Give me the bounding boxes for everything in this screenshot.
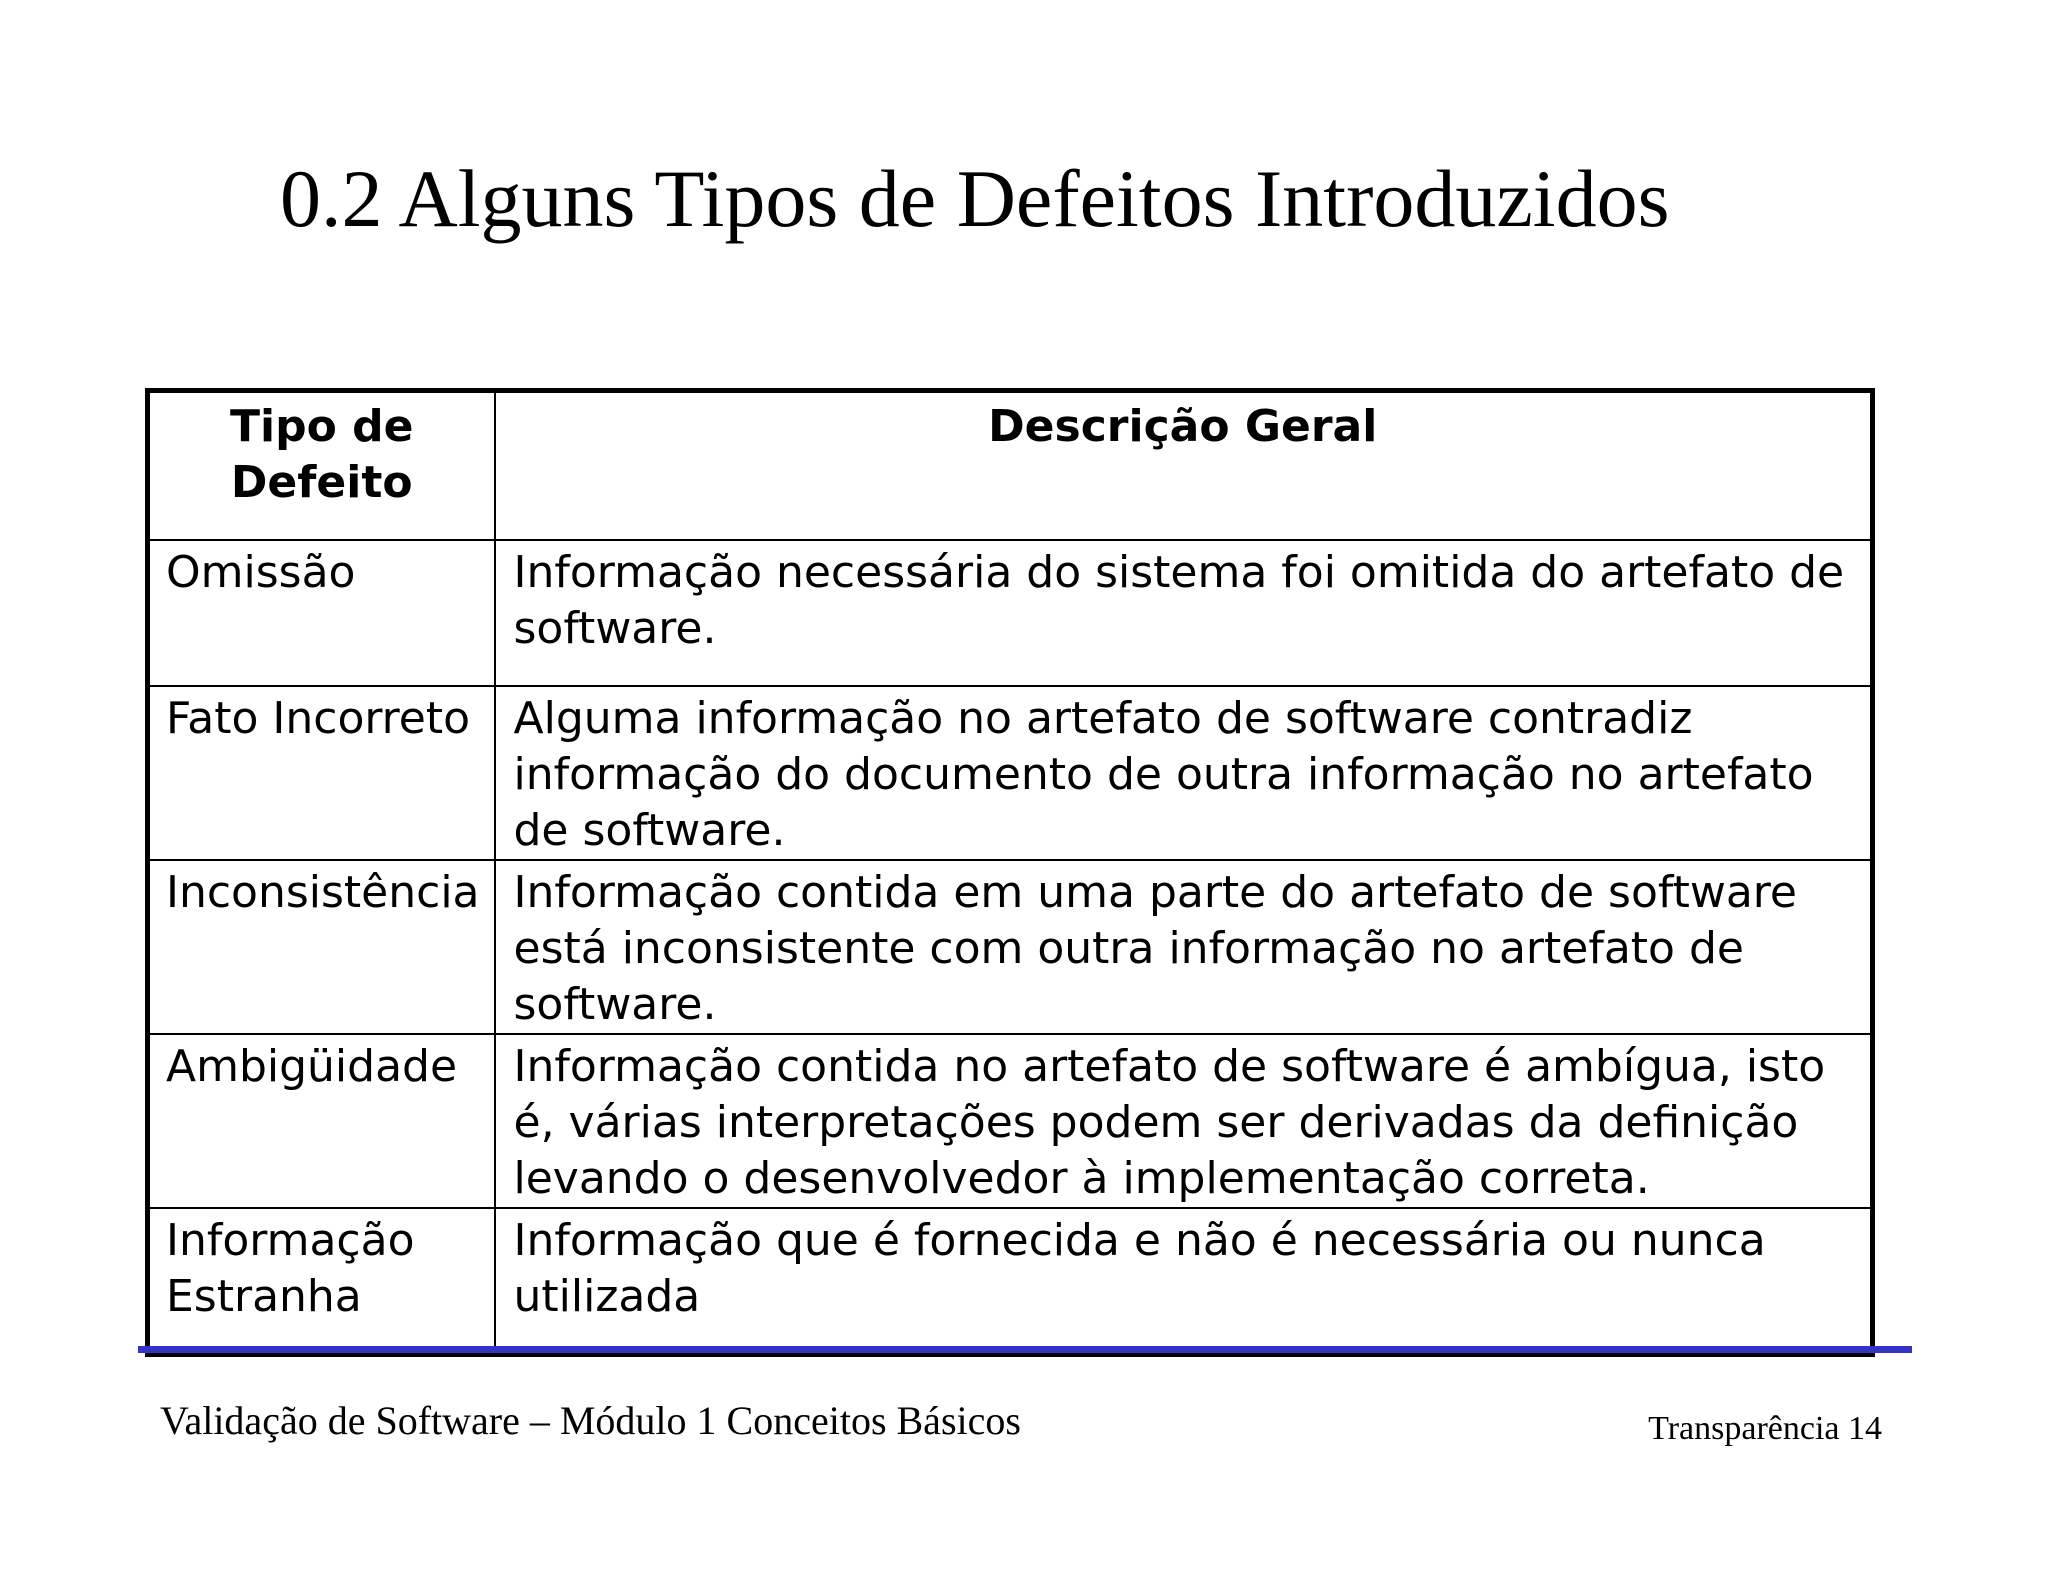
table-row [148, 1208, 1873, 1354]
header-description: Descrição Geral [495, 391, 1873, 541]
table-row [148, 686, 1873, 860]
table-row [148, 540, 1873, 686]
defect-type-cell: Fato Incorreto [148, 686, 495, 860]
defect-description-cell: Informação contida no artefato de software é ambígua, isto é, várias interpretações podem ser derivadas da definição levando o desenvolvedor à implementação correta. [495, 1034, 1873, 1208]
footer-slide-number: Transparência 14 [1648, 1410, 1882, 1447]
defect-type-cell: Inconsistência [148, 860, 495, 1034]
table-header-row [148, 391, 1873, 541]
defect-description-cell: Informação necessária do sistema foi omitida do artefato de software. [495, 540, 1873, 686]
defect-types-table [145, 388, 1875, 1357]
slide-title: 0.2 Alguns Tipos de Defeitos Introduzidos [280, 153, 1670, 244]
defect-description-cell: Alguma informação no artefato de software contradiz informação do documento de outra informação no artefato de software. [495, 686, 1873, 860]
defect-type-cell: Ambigüidade [148, 1034, 495, 1208]
defect-description-cell: Informação que é fornecida e não é necessária ou nunca utilizada [495, 1208, 1873, 1354]
table-row [148, 1034, 1873, 1208]
defect-description-cell: Informação contida em uma parte do artefato de software está inconsistente com outra informação no artefato de software. [495, 860, 1873, 1034]
table-row [148, 860, 1873, 1034]
footer-divider [138, 1346, 1912, 1353]
header-defect-type: Tipo de Defeito [148, 391, 495, 541]
defect-type-cell: Omissão [148, 540, 495, 686]
defect-type-cell: Informação Estranha [148, 1208, 495, 1354]
footer-course-title: Validação de Software – Módulo 1 Conceitos Básicos [160, 1398, 1021, 1443]
